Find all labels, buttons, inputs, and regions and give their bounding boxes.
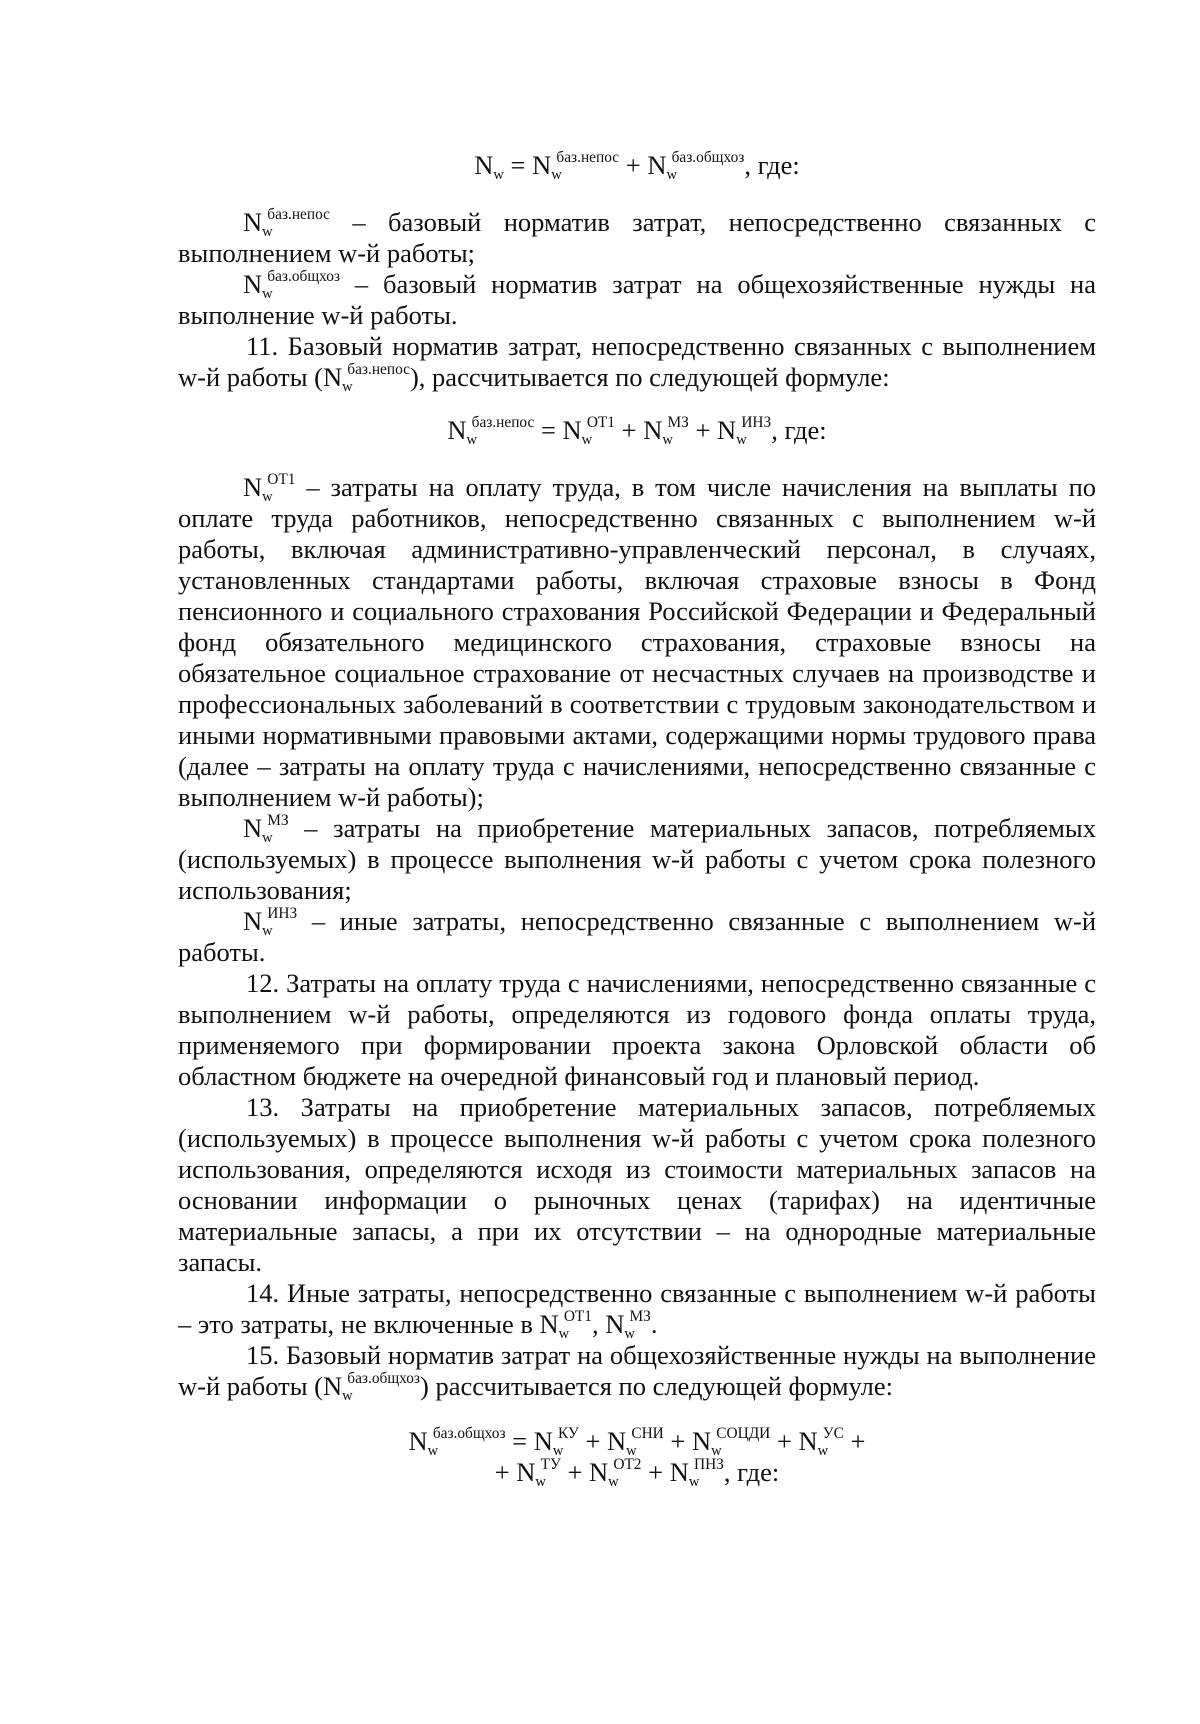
paragraph-15 <box>178 1340 1096 1405</box>
superscript-us: УС <box>822 1425 844 1443</box>
equals-sign: = <box>534 415 563 445</box>
symbol-n: N <box>643 415 663 445</box>
paragraph-14 <box>178 1278 1096 1343</box>
equals-sign: = <box>505 1426 534 1456</box>
symbol-n: N <box>323 1371 343 1401</box>
superscript-baz-nepos: баз.непос <box>471 414 535 432</box>
superscript-baz-nepos: баз.непос <box>267 206 330 224</box>
separator: , <box>591 1309 606 1339</box>
symbol-sub-w: w <box>535 1474 546 1491</box>
plus-sign: + <box>614 415 644 445</box>
formula-tail: , где: <box>771 415 827 445</box>
definition-baz-obschoz <box>178 269 1096 331</box>
definition-mz <box>178 813 1096 906</box>
symbol-sub-w: w <box>342 379 353 396</box>
superscript-inz: ИНЗ <box>267 905 298 923</box>
symbol-sub-w: w <box>626 1443 637 1460</box>
symbol-n: N <box>243 813 263 843</box>
symbol-sub-w: w <box>262 489 273 506</box>
symbol-n: N <box>243 207 263 237</box>
paragraph-text: ), рассчитывается по следующей формуле: <box>409 362 890 392</box>
symbol-n: N <box>605 1309 625 1339</box>
symbol-sub-w: w <box>262 286 273 303</box>
plus-sign: + <box>578 1426 608 1456</box>
plus-sign: + <box>688 415 718 445</box>
paragraph-text: . <box>650 1309 658 1339</box>
symbol-n: N <box>408 1426 428 1456</box>
equals-sign: = <box>503 150 533 180</box>
symbol-sub-w: w <box>466 432 478 449</box>
document-page <box>178 149 1096 1491</box>
symbol-n: N <box>589 1457 609 1487</box>
superscript-pnz: ПНЗ <box>693 1456 724 1474</box>
paragraph-13: 13. Затраты на приобретение материальных запасов, потребляемых (используемых) в процессе выполнения w-й работы с учетом срока полезного использования, определяются исходя из стоимости материальных запасов на основании информации о рыночных ценах (тарифах) на идентичные материальные запасы, а при их отсутствии – на однородные материальные запасы. <box>178 1092 1096 1277</box>
symbol-sub-w: w <box>262 224 273 241</box>
symbol-sub-w: w <box>662 432 673 449</box>
plus-sign: + <box>560 1457 590 1487</box>
symbol-sub-w: w <box>608 1474 619 1491</box>
superscript-mz: МЗ <box>667 414 689 432</box>
superscript-ot1: ОТ1 <box>563 1308 592 1326</box>
definition-ot1 <box>178 472 1096 813</box>
symbol-sub-w: w <box>666 167 677 184</box>
symbol-n: N <box>669 1457 689 1487</box>
paragraph-text: 11. Базовый норматив затрат, непосредственно связанных с выполнением w-й работы ( <box>178 331 1096 392</box>
symbol-n: N <box>447 415 467 445</box>
superscript-ot2: ОТ2 <box>613 1456 642 1474</box>
symbol-n: N <box>607 1426 627 1456</box>
paragraph-text: ) рассчитывается по следующей формуле: <box>420 1371 893 1401</box>
paragraph-text: 15. Базовый норматив затрат на общехозяйственные нужды на выполнение w-й работы ( <box>178 1340 1096 1401</box>
superscript-ku: КУ <box>558 1425 579 1443</box>
plus-sign: + <box>770 1426 799 1456</box>
definition-text: – базовый норматив затрат, непосредственно связанных с выполнением w-й работы; <box>178 207 1096 268</box>
definition-baz-nepos <box>178 207 1096 269</box>
plus-sign: + <box>843 1426 866 1456</box>
symbol-sub-w: w <box>624 1326 635 1343</box>
superscript-inz: ИНЗ <box>741 414 772 432</box>
symbol-sub-w: w <box>688 1474 700 1491</box>
symbol-sub-w: w <box>493 167 504 184</box>
formula-n-w-baz-nepos <box>178 414 1096 449</box>
symbol-n: N <box>647 150 667 180</box>
superscript-baz-obschoz: баз.общхоз <box>267 268 340 286</box>
symbol-sub-w: w <box>711 1443 722 1460</box>
symbol-n: N <box>539 1309 559 1339</box>
superscript-baz-nepos: баз.непос <box>556 149 620 167</box>
paragraph-11 <box>178 331 1096 396</box>
superscript-baz-obschoz: баз.общхоз <box>432 1425 506 1443</box>
formula-n-w-baz-obschoz <box>178 1425 1096 1491</box>
superscript-mz: МЗ <box>629 1308 651 1326</box>
symbol-sub-w: w <box>342 1388 353 1405</box>
symbol-n: N <box>243 906 263 936</box>
symbol-n: N <box>798 1426 818 1456</box>
symbol-sub-w: w <box>581 432 593 449</box>
superscript-sni: СНИ <box>631 1425 664 1443</box>
symbol-n: N <box>323 362 343 392</box>
paragraph-12: 12. Затраты на оплату труда с начислениями, непосредственно связанные с выполнением w-й работы, определяются из годового фонда оплаты труда, применяемого при формировании проекта закона Орловской области об областном бюджете на очередной финансовый год и плановый период. <box>178 968 1096 1091</box>
paragraph-text: 14. Иные затраты, непосредственно связанные с выполнением w-й работы – это затраты, не включенные в <box>178 1278 1096 1339</box>
formula-line-2 <box>178 1456 1096 1491</box>
plus-sign: + <box>663 1426 692 1456</box>
formula-line-1 <box>178 1425 1096 1460</box>
definition-inz <box>178 906 1096 968</box>
plus-sign: + <box>641 1457 670 1487</box>
symbol-n: N <box>516 1457 536 1487</box>
symbol-sub-w: w <box>736 432 747 449</box>
superscript-baz-obschoz: баз.общхоз <box>671 149 745 167</box>
formula-tail: , где: <box>723 1457 780 1487</box>
symbol-n: N <box>532 150 552 180</box>
symbol-sub-w: w <box>817 1443 829 1460</box>
superscript-socdi: СОЦДИ <box>716 1425 771 1443</box>
superscript-baz-nepos: баз.непос <box>347 361 410 379</box>
symbol-sub-w: w <box>552 1443 564 1460</box>
formula-tail: , где: <box>744 150 800 180</box>
definition-text: – базовый норматив затрат на общехозяйственные нужды на выполнение w-й работы. <box>178 269 1096 330</box>
symbol-n: N <box>533 1426 553 1456</box>
symbol-sub-w: w <box>551 167 562 184</box>
symbol-n: N <box>562 415 582 445</box>
symbol-n: N <box>717 415 737 445</box>
symbol-sub-w: w <box>427 1443 439 1460</box>
plus-sign: + <box>619 150 648 180</box>
plus-sign: + <box>494 1457 517 1487</box>
definition-text: – затраты на оплату труда, в том числе начисления на выплаты по оплате труда работников, непосредственно связанных с выполнением w-й работы, включая административно-управленческий персонал, в случаях, установленных стандартами работы, включая страховые взносы в Фонд пенсионного и социального страхования Российской Федерации и Федеральный фонд обязательного медицинского страхования, страховые взносы на обязательное социальное страхование от несчастных случаев на производстве и профессиональных заболеваний в соответствии с трудовым законодательством и иными нормативными правовыми актами, содержащими нормы трудового права (далее – затраты на оплату труда с начислениями, непосредственно связанные с выполнением w-й работы); <box>178 472 1096 812</box>
definition-text: – иные затраты, непосредственно связанные с выполнением w-й работы. <box>178 906 1096 967</box>
symbol-n: N <box>474 150 494 180</box>
superscript-ot1: ОТ1 <box>586 414 615 432</box>
symbol-sub-w: w <box>558 1326 570 1343</box>
superscript-tu: ТУ <box>540 1456 561 1474</box>
symbol-n: N <box>243 269 263 299</box>
superscript-ot1: ОТ1 <box>267 471 296 489</box>
symbol-sub-w: w <box>262 830 273 847</box>
formula-n-w-total <box>178 149 1096 184</box>
superscript-baz-obschoz: баз.общхоз <box>347 1370 420 1388</box>
superscript-mz: МЗ <box>267 812 289 830</box>
symbol-n: N <box>691 1426 712 1456</box>
definition-text: – затраты на приобретение материальных запасов, потребляемых (используемых) в процессе выполнения w-й работы с учетом срока полезного использования; <box>178 813 1096 905</box>
symbol-sub-w: w <box>262 923 273 940</box>
symbol-n: N <box>243 472 263 502</box>
